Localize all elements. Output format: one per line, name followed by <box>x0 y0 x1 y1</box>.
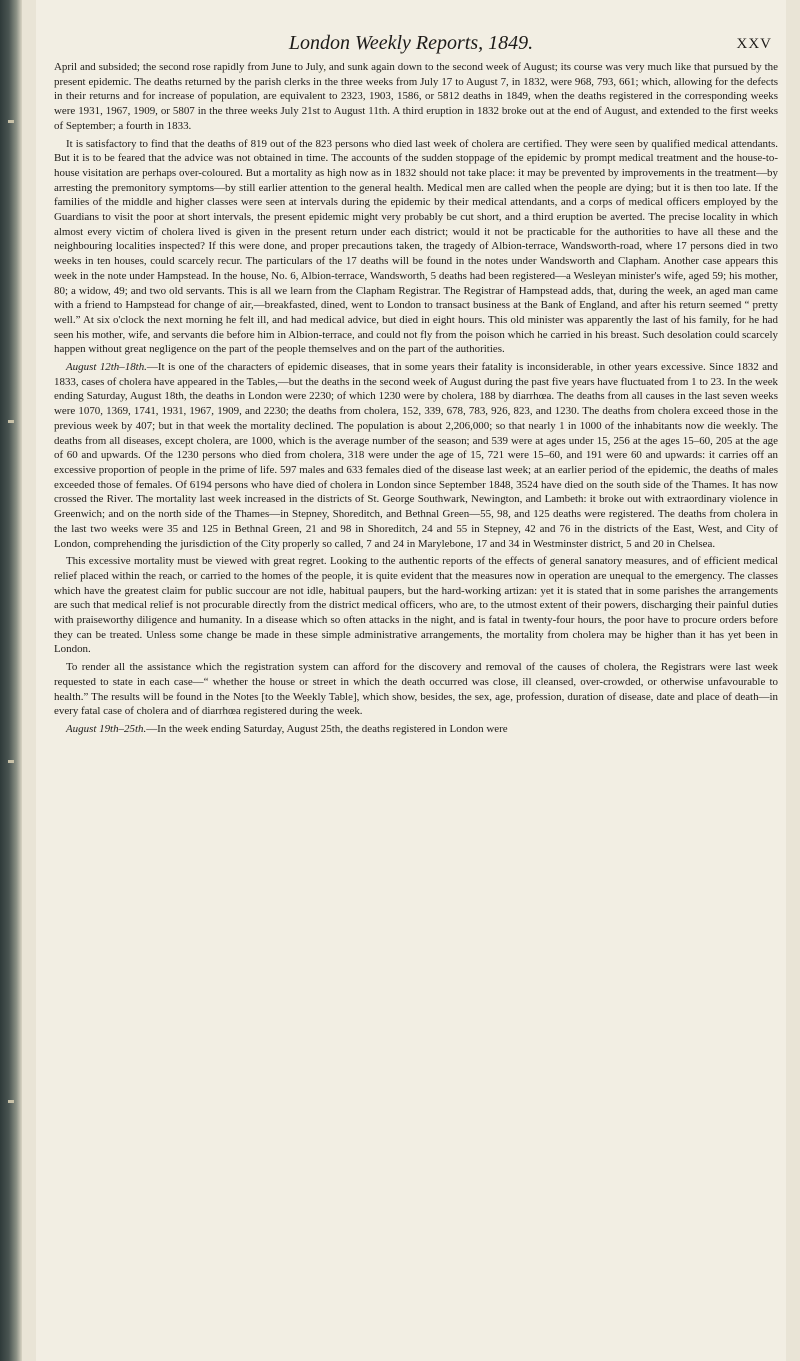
date-heading: August 12th–18th. <box>66 361 147 374</box>
paragraph: This excessive mortality must be viewed with great regret. Looking to the authentic reports of the effects of general sanatory measures, and of efficient medical relief placed within the reach, or carried to the homes of the people, it is quite evident that the measures now in operation are unequal to the emergency. The classes which have the greatest claim for public succour are not idle, habitual paupers, but the hard-working artizan: yet it is stated that in some parishes the arrangements are such that medical relief is not procurable directly from the district medical officers, who are, to the utmost extent of their powers, discharging their painful duties with praiseworthy diligence and humanity. In a disease which so often attacks in the night, and is fatal in twenty-four hours, the poor have to procure orders before they can be treated. Unless some change be made in these simple administrative arrangements, the mortality from cholera may be higher than it has yet been in London. <box>54 555 778 656</box>
binding-stitch <box>8 760 14 763</box>
binding-stitch <box>8 120 14 123</box>
body-text <box>54 60 778 740</box>
running-title: London Weekly Reports, 1849. <box>288 32 534 54</box>
page-header <box>36 22 786 62</box>
paragraph: April and subsided; the second rose rapidly from June to July, and sunk again down to the second week of August; its course was very much like that pursued by the present epidemic. The deaths returned by the parish clerks in the three weeks from July 17 to August 7, in 1832, were 968, 793, 661; which, allowing for the defects in their returns and for increase of population, are equivalent to 2323, 1903, 1586, or 5812 deaths in 1849, when the deaths registered in the corresponding weeks were 1931, 1967, 1909, or 5807 in the three weeks July 21st to August 11th. A third eruption in 1832 broke out at the end of August, and extended to the first weeks of September; a fourth in 1833. <box>54 61 778 132</box>
date-heading: August 19th–25th. <box>66 722 147 735</box>
binding-stitch <box>8 1100 14 1103</box>
paragraph: It is satisfactory to find that the deaths of 819 out of the 823 persons who died last week of cholera are certified. They were seen by qualified medical attendants. But it is to be feared that the advice was not obtained in time. The accounts of the sudden stoppage of the epidemic by prompt medical treatment and the house-to-house visitation are perhaps over-coloured. But a mortality as high now as in 1832 should not take place: it may be prevented by improvements in the treatment—by arresting the premonitory symptoms—by still earlier attention to the general health. Medical men are called when the people are dying; but it is then too late. If the families of the middle and higher classes were seen at intervals during the epidemic by their medical attendants, and a corps of medical officers employed by the Guardians to visit the poor at short intervals, the present epidemic might very probably be cut short, and a third eruption be averted. The precise locality in which almost every victim of cholera lived is given in the present return under each district; would it not be practicable for the authorities to have all these and the neighbouring localities inspected? If this were done, and proper precautions taken, the tragedy of Albion-terrace, Wandsworth-road, where 17 persons died in two weeks in ten houses, could scarcely recur. The particulars of the 17 deaths will be found in the notes under Wandsworth and Clapham. Another case appears this week in the note under Hampstead. In the house, No. 6, Albion-terrace, Wandsworth, 5 deaths had been registered—a Wesleyan minister's wife, aged 59; his mother, 80; a widow, 49; and two old servants. This is all we learn from the Clapham Registrar. The Registrar of Hampstead adds, that, during the week, an aged man came with a friend to Hampstead for change of air,—breakfasted, dined, went to London to transact business at the Bank of England, and after his return seemed “ pretty well.” At six o'clock the next morning he felt ill, and had medical advice, but died in eight hours. This old minister was apparently the last of his family, for he had seen his mother, wife, and servants die before him in Albion-terrace, and could not fly from the poison which he carried in his breast. Such desolation could scarcely happen without great negligence on the part of the people themselves and on the part of the authorities. <box>54 137 778 356</box>
paragraph: August 19th–25th.—In the week ending Saturday, August 25th, the deaths registered in London were <box>66 722 508 735</box>
binding-stitch <box>8 420 14 423</box>
paragraph: To render all the assistance which the registration system can afford for the discovery and removal of the causes of cholera, the Registrars were last week requested to state in each case—“ whether the house or street in which the death occurred was close, ill cleansed, over-crowded, or otherwise unfavourable to health.” The results will be found in the Notes [to the Weekly Table], which show, besides, the sex, age, profession, duration of disease, date and place of death—in every fatal case of cholera and of diarrhœa registered during the week. <box>54 661 778 718</box>
document-page <box>36 0 786 1361</box>
paragraph: August 12th–18th.—It is one of the characters of epidemic diseases, that in some years their fatality is inconsiderable, in other years excessive. Since 1832 and 1833, cases of cholera have appeared in the Tables,—but the deaths in the second week of August during the past five years have fluctuated from 1 to 23. In the week ending Saturday, August 18th, the deaths in London were 2230; of which 1230 were by cholera, 188 by diarrhœa. The deaths from all causes in the last seven weeks were 1070, 1369, 1741, 1931, 1967, 1909, and 2230; the deaths from cholera, 152, 339, 678, 783, 926, 823, and 1230. The deaths from cholera exceed those in the previous week by 407; but in that week the mortality declined. The population is about 2,206,000; so that nearly 1 in 1000 of the inhabitants now die weekly. The deaths from all diseases, except cholera, are 1000, which is the average number of the season; and 539 were at ages under 15, 256 at the ages 15–60, 205 at the age of 60 and upwards. Of the 1230 persons who died from cholera, 318 were under the age of 15, 721 were 15–60, and 191 were 60 and upwards: it carries off an excessive proportion of people in the prime of life. 597 males and 633 females died of the disease last week; at an earlier period of the epidemic, the deaths of males exceeded those of females. Of 6194 persons who have died of cholera in London since September 1848, 3524 have died on the south side of the Thames. It has now crossed the River. The mortality last week increased in the districts of St. George Southwark, Newington, and Lambeth: it broke out with extraordinary violence in Greenwich; and on the north side of the Thames—in Stepney, Shoreditch, and Bethnal Green—55, 98, and 125 deaths were registered. The deaths from cholera in the last two weeks were 35 and 125 in Bethnal Green, 21 and 98 in Shoreditch, 24 and 55 in Stepney, 42 and 76 in the districts of the East, West, and City of London, comprehending the jurisdiction of the City properly so called, 7 and 24 in Marylebone, 17 and 34 in Westminster district, 5 and 20 in Chelsea. <box>54 361 779 550</box>
book-binding-edge <box>0 0 22 1361</box>
page-number: XXV <box>736 36 772 52</box>
